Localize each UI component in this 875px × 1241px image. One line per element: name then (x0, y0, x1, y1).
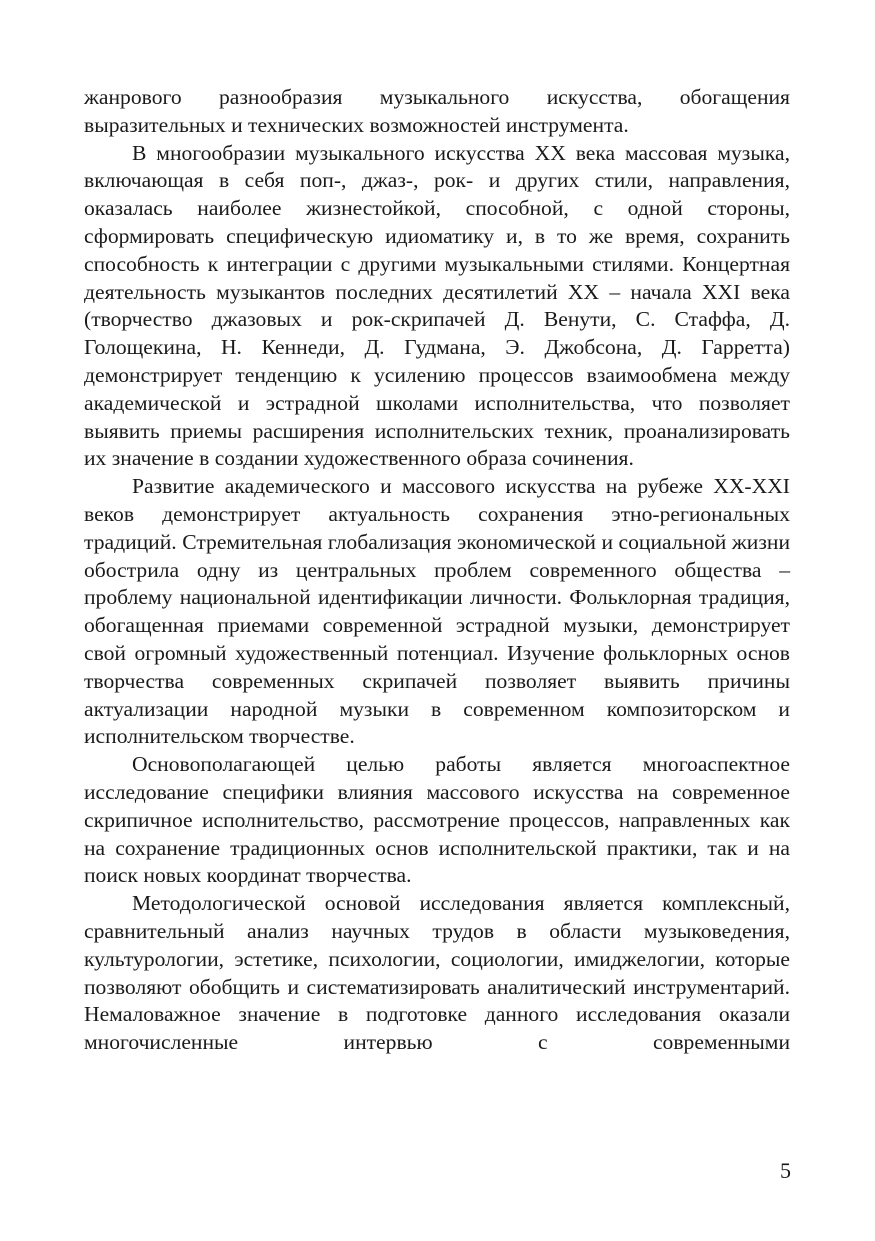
page-number: 5 (780, 1158, 791, 1183)
body-text (84, 84, 790, 1057)
paragraph-mass-music: В многообразии музыкального искусства XX века массовая музыка, включающая в себя поп-, джаз-, рок- и других стили, направления, оказалась наиболее жизнестойкой, способной, с одной стороны, сформировать специфическую идиоматику и, в то же время, сохранить способность к интеграции с другими музыкальными стилями. Концертная деятельность музыкантов последних десятилетий XX – начала XXI века (творчество джазовых и рок-скрипачей Д. Венути, С. Стаффа, Д. Голощекина, Н. Кеннеди, Д. Гудмана, Э. Джобсона, Д. Гарретта) демонстрирует тенденцию к усилению процессов взаимообмена между академической и эстрадной школами исполнительства, что позволяет выявить приемы расширения исполнительских техник, проанализировать их значение в создании художественного образа сочинения. (84, 140, 790, 471)
paragraph-methodology: Методологической основой исследования является комплексный, сравнительный анализ научных трудов в области музыковедения, культурологии, эстетике, психологии, социологии, имиджелогии, которые позволяют обобщить и систематизировать аналитический инструментарий. Немаловажное значение в подготовке данного исследования оказали многочисленные интервью с современными (84, 891, 790, 1055)
paragraph-ethno-traditions: Развитие академического и массового искусства на рубеже XX-XXI веков демонстрирует актуальность сохранения этно-региональных традиций. Стремительная глобализация экономической и социальной жизни обострила одну из центральных проблем современного общества – проблему национальной идентификации личности. Фольклорная традиция, обогащенная приемами современной эстрадной музыки, демонстрирует свой огромный художественный потенциал. Изучение фольклорных основ творчества современных скрипачей позволяет выявить причины актуализации народной музыки в современном композиторском и исполнительском творчестве. (84, 474, 790, 749)
paragraph-continuation: жанрового разнообразия музыкального искусства, обогащения выразительных и технических возможностей инструмента. (84, 85, 790, 137)
paragraph-research-goal: Основополагающей целью работы является многоаспектное исследование специфики влияния массового искусства на современное скрипичное исполнительство, рассмотрение процессов, направленных как на сохранение традиционных основ исполнительской практики, так и на поиск новых координат творчества. (84, 752, 790, 888)
